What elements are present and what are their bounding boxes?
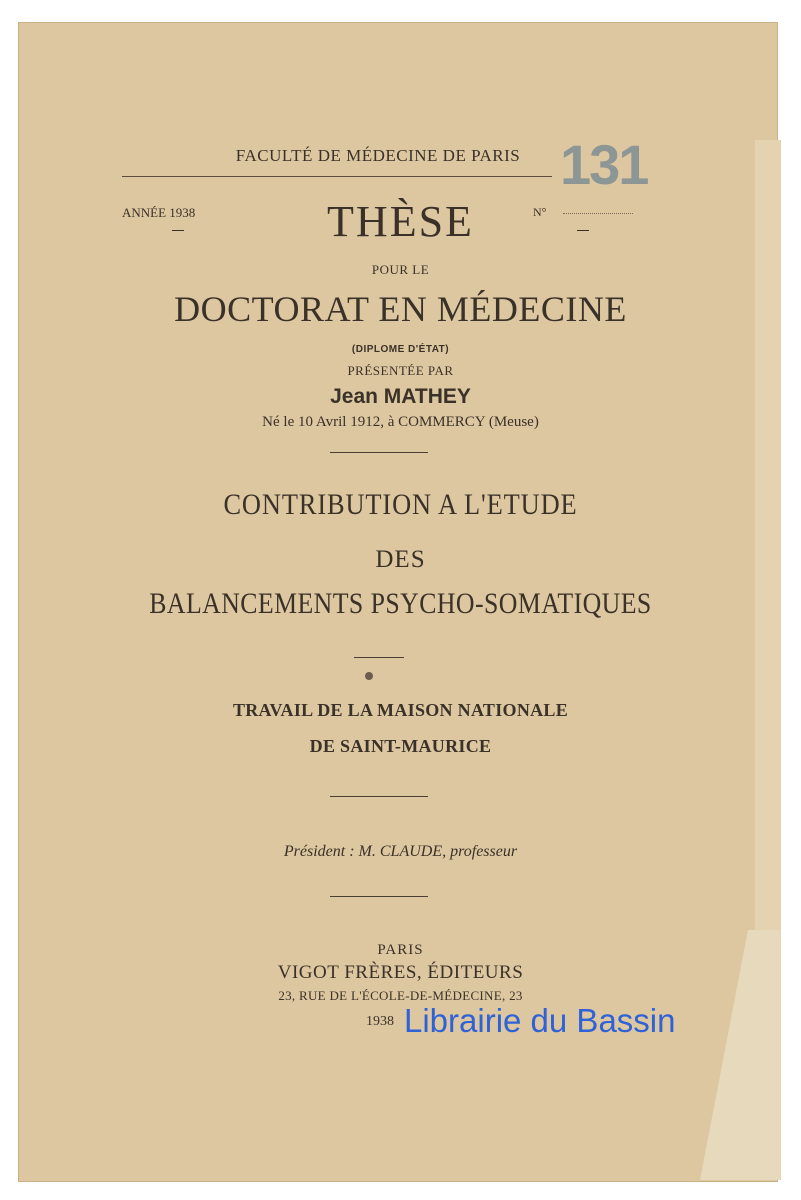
publisher-name: VIGOT FRÈRES, ÉDITEURS — [277, 962, 524, 983]
divider — [330, 452, 428, 453]
subject-line-1: CONTRIBUTION A L'ETUDE — [223, 488, 578, 521]
subject-line-2: DES — [375, 546, 426, 573]
work-line-1: TRAVAIL DE LA MAISON NATIONALE — [232, 700, 569, 720]
publisher-address: 23, RUE DE L'ÉCOLE-DE-MÉDECINE, 23 — [278, 988, 523, 1003]
presented-by: PRÉSENTÉE PAR — [347, 363, 454, 378]
ink-spot — [365, 672, 373, 680]
publication-year: 1938 — [366, 1014, 394, 1029]
author-birth: Né le 10 Avril 1912, à COMMERCY (Meuse) — [262, 414, 539, 430]
degree-title: DOCTORAT EN MÉDECINE — [174, 289, 627, 329]
divider — [354, 657, 404, 658]
president-line: Président : M. CLAUDE, professeur — [283, 843, 518, 860]
divider — [330, 896, 428, 897]
number-label: N° — [533, 205, 547, 219]
author-name: Jean MATHEY — [330, 385, 471, 408]
seller-watermark: Librairie du Bassin — [404, 1002, 676, 1039]
diploma-note: (DIPLOME D'ÉTAT) — [351, 344, 450, 355]
header-rule — [122, 176, 552, 177]
publisher-city: PARIS — [377, 942, 424, 958]
year-label: ANNÉE 1938 — [122, 205, 196, 220]
pour-le: POUR LE — [371, 262, 430, 277]
inventory-stamp: 131 — [560, 133, 648, 196]
thesis-title: THÈSE — [327, 197, 474, 246]
subject-line-3: BALANCEMENTS PSYCHO-SOMATIQUES — [149, 587, 652, 620]
faculty-heading: FACULTÉ DE MÉDECINE DE PARIS — [235, 146, 521, 165]
work-line-2: DE SAINT-MAURICE — [309, 736, 492, 756]
divider — [330, 796, 428, 797]
